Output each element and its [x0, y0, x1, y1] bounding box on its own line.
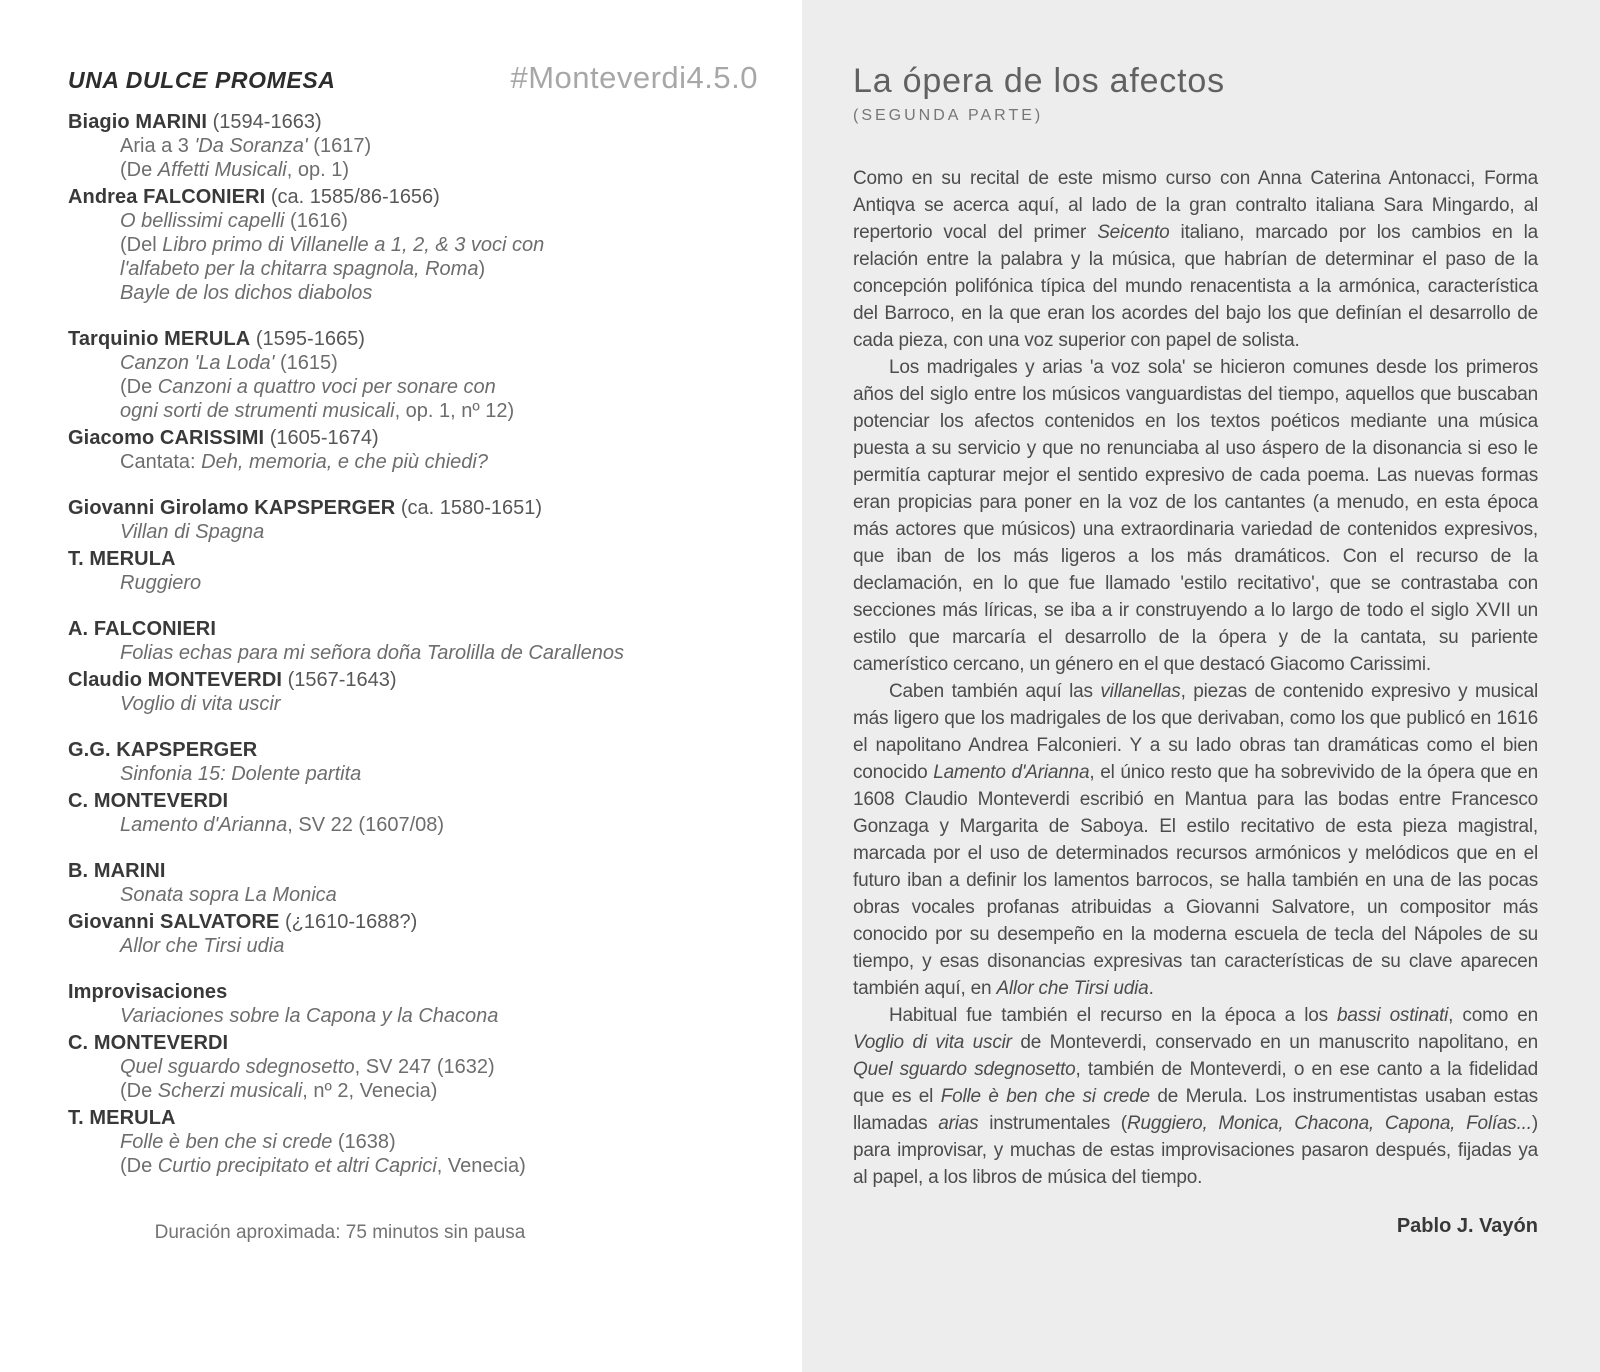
composer-name: Claudio MONTEVERDI	[68, 669, 283, 691]
composer-dates: (1605-1674)	[264, 427, 379, 449]
composer-line	[68, 426, 718, 450]
composer-name: Tarquinio MERULA	[68, 328, 251, 350]
program-header	[68, 60, 758, 96]
work-line: (De Curtio precipitato et altri Caprici, Venecia)	[120, 1155, 526, 1177]
composer-name: Andrea FALCONIERI	[68, 186, 266, 208]
composer-name: T. MERULA	[68, 1107, 176, 1129]
program-entry	[68, 1031, 718, 1103]
program-entry	[68, 910, 718, 958]
program-entry	[68, 789, 718, 837]
composer-line	[68, 327, 718, 351]
program-entry	[68, 547, 718, 595]
program-title: UNA DULCE PROMESA	[68, 67, 336, 93]
work-line: (Del Libro primo di Villanelle a 1, 2, & 3 voci con	[120, 234, 545, 256]
composer-name: C. MONTEVERDI	[68, 1032, 229, 1054]
program-entry	[68, 980, 718, 1028]
composer-line	[68, 496, 718, 520]
composer-name: A. FALCONIERI	[68, 618, 216, 640]
work-line: Variaciones sobre la Capona y la Chacona	[120, 1005, 499, 1027]
work-line: (De Scherzi musicali, nº 2, Venecia)	[120, 1080, 438, 1102]
program-entry	[68, 668, 718, 716]
essay-paragraph: Caben también aquí las villanellas, piezas de contenido expresivo y musical más ligero que los madrigales de los que derivaban, como los que publicó en 1616 el napolitano Andrea Falconieri. Y a su lado obras tan dramáticas como el bien conocido Lamento d'Arianna, el único resto que ha sobrevivido de la ópera que en 1608 Claudio Monteverdi escribió en Mantua para las bodas entre Francesco Gonzaga y Margarita de Saboya. El estilo recitativo de esta pieza magistral, marcada por el uso de determinados recursos armónicos y melódicos que en el futuro iban a definir los lamentos barrocos, se halla también en una de las pocas obras vocales profanas atribuidas a Giovanni Salvatore, un compositor más conocido por su desempeño en la moderna escuela de tecla del Nápoles de su tiempo, y esas disonancias expresivas tan características de su clave aparecen también aquí, en Allor che Tirsi udia.	[853, 681, 1538, 999]
essay-paragraph: Como en su recital de este mismo curso con Anna Caterina Antonacci, Forma Antiqva se acerca aquí, al lado de la gran contralto italiana Sara Mingardo, al repertorio vocal del primer Seicento italiano, marcado por los cambios en la relación entre la palabra y la música, que habrían de determinar el paso de la concepción polifónica típica del mundo renacentista a la armónica, característica del Barroco, en la que eran los acordes del bajo los que definían el desarrollo de cada pieza, con una voz superior con papel de solista.	[853, 168, 1538, 351]
work-line: O bellissimi capelli (1616)	[120, 210, 348, 232]
work-line: ogni sorti de strumenti musicali, op. 1, nº 12)	[120, 400, 515, 422]
work-line: Allor che Tirsi udia	[120, 935, 285, 957]
duration-note: Duración aproximada: 75 minutos sin pausa	[154, 1222, 526, 1243]
composer-line	[68, 910, 718, 934]
composer-name: T. MERULA	[68, 548, 176, 570]
hashtag-label: #Monteverdi4.5.0	[510, 60, 758, 95]
program-entry	[68, 426, 718, 474]
composer-line	[68, 980, 718, 1004]
work-line: (De Canzoni a quattro voci per sonare con	[120, 376, 496, 398]
work-line: Cantata: Deh, memoria, e che più chiedi?	[120, 451, 488, 473]
composer-line	[68, 185, 718, 209]
composer-name: G.G. KAPSPERGER	[68, 739, 258, 761]
composer-dates: (ca. 1580-1651)	[395, 497, 543, 519]
program-entry	[68, 110, 718, 182]
composer-line	[68, 789, 718, 813]
work-line: Folle è ben che si crede (1638)	[120, 1131, 396, 1153]
composer-line	[68, 859, 718, 883]
composer-line	[68, 738, 718, 762]
work-line: Sonata sopra La Monica	[120, 884, 337, 906]
composer-line	[68, 110, 718, 134]
composer-name: Improvisaciones	[68, 981, 228, 1003]
composer-line	[68, 668, 718, 692]
program-entry	[68, 185, 718, 305]
program-list	[68, 110, 718, 1178]
program-entry	[68, 327, 718, 423]
composer-line	[68, 617, 718, 641]
program-entry	[68, 738, 718, 786]
composer-dates: (1594-1663)	[207, 111, 322, 133]
work-line: Lamento d'Arianna, SV 22 (1607/08)	[120, 814, 445, 836]
essay-paragraph: Habitual fue también el recurso en la época a los bassi ostinati, como en Voglio di vita uscir de Monteverdi, conservado en un manuscrito napolitano, en Quel sguardo sdegnosetto, también de Monteverdi, o en ese canto a la fidelidad que es el Folle è ben che si crede de Merula. Los instrumentistas usaban estas llamadas arias instrumentales (Ruggiero, Monica, Chacona, Capona, Folías...) para improvisar, y muchas de estas improvisaciones pasaron después, fijadas ya al papel, a los libros de música del tiempo.	[853, 1005, 1538, 1188]
work-line: Villan di Spagna	[120, 521, 265, 543]
essay-body	[853, 165, 1538, 1191]
work-line: Canzon 'La Loda' (1615)	[120, 352, 338, 374]
work-line: Ruggiero	[120, 572, 202, 594]
essay-author: Pablo J. Vayón	[1396, 1215, 1538, 1237]
composer-dates: (1595-1665)	[250, 328, 365, 350]
composer-name: Giovanni Girolamo KAPSPERGER	[68, 497, 396, 519]
work-line: Quel sguardo sdegnosetto, SV 247 (1632)	[120, 1056, 495, 1078]
work-line: Voglio di vita uscir	[120, 693, 281, 715]
composer-name: Giovanni SALVATORE	[68, 911, 280, 933]
program-entry	[68, 617, 718, 665]
essay-subtitle: (SEGUNDA PARTE)	[853, 107, 1044, 124]
work-line: Sinfonia 15: Dolente partita	[120, 763, 362, 785]
work-line: Bayle de los dichos diabolos	[120, 282, 373, 304]
composer-name: Giacomo CARISSIMI	[68, 427, 265, 449]
work-line: Aria a 3 'Da Soranza' (1617)	[120, 135, 372, 157]
essay-content	[853, 62, 1538, 1238]
composer-line	[68, 1106, 718, 1130]
work-line: l'alfabeto per la chitarra spagnola, Roma)	[120, 258, 486, 280]
essay-title: La ópera de los afectos	[853, 62, 1225, 100]
work-line: Folias echas para mi señora doña Tarolilla de Carallenos	[120, 642, 624, 664]
composer-name: B. MARINI	[68, 860, 166, 882]
composer-dates: (ca. 1585/86-1656)	[265, 186, 440, 208]
essay-page	[802, 0, 1600, 1372]
composer-dates: (1567-1643)	[282, 669, 397, 691]
work-line: (De Affetti Musicali, op. 1)	[120, 159, 349, 181]
program-entry	[68, 1106, 718, 1178]
program-entry	[68, 859, 718, 907]
essay-paragraph: Los madrigales y arias 'a voz sola' se hicieron comunes desde los primeros años del siglo entre los músicos vanguardistas del tiempo, aquellos que buscaban potenciar los afectos contenidos en los textos poéticos mediante una música puesta a su servicio y que no renunciaba al uso áspero de la disonancia si eso le permitía capturar mejor el sentido expresivo de cada poema. Las nuevas formas eran propicias para poner en la voz de los cantantes (a menudo, en esta época más actores que músicos) una extraordinaria variedad de contenidos expresivos, que iban de los más ligeros a los más dramáticos. Con el recurso de la declamación, en lo que fue llamado 'estilo recitativo', que se contrastaba con secciones más líricas, se iba a ir construyendo a lo largo de todo el siglo XVII un estilo que marcaría el desarrollo de la ópera y de la cantata, su pariente camerístico cercano, un género en el que destacó Giacomo Carissimi.	[853, 357, 1538, 675]
composer-line	[68, 1031, 718, 1055]
composer-name: C. MONTEVERDI	[68, 790, 229, 812]
composer-line	[68, 547, 718, 571]
composer-dates: (¿1610-1688?)	[279, 911, 418, 933]
program-entry	[68, 496, 718, 544]
composer-name: Biagio MARINI	[68, 111, 208, 133]
